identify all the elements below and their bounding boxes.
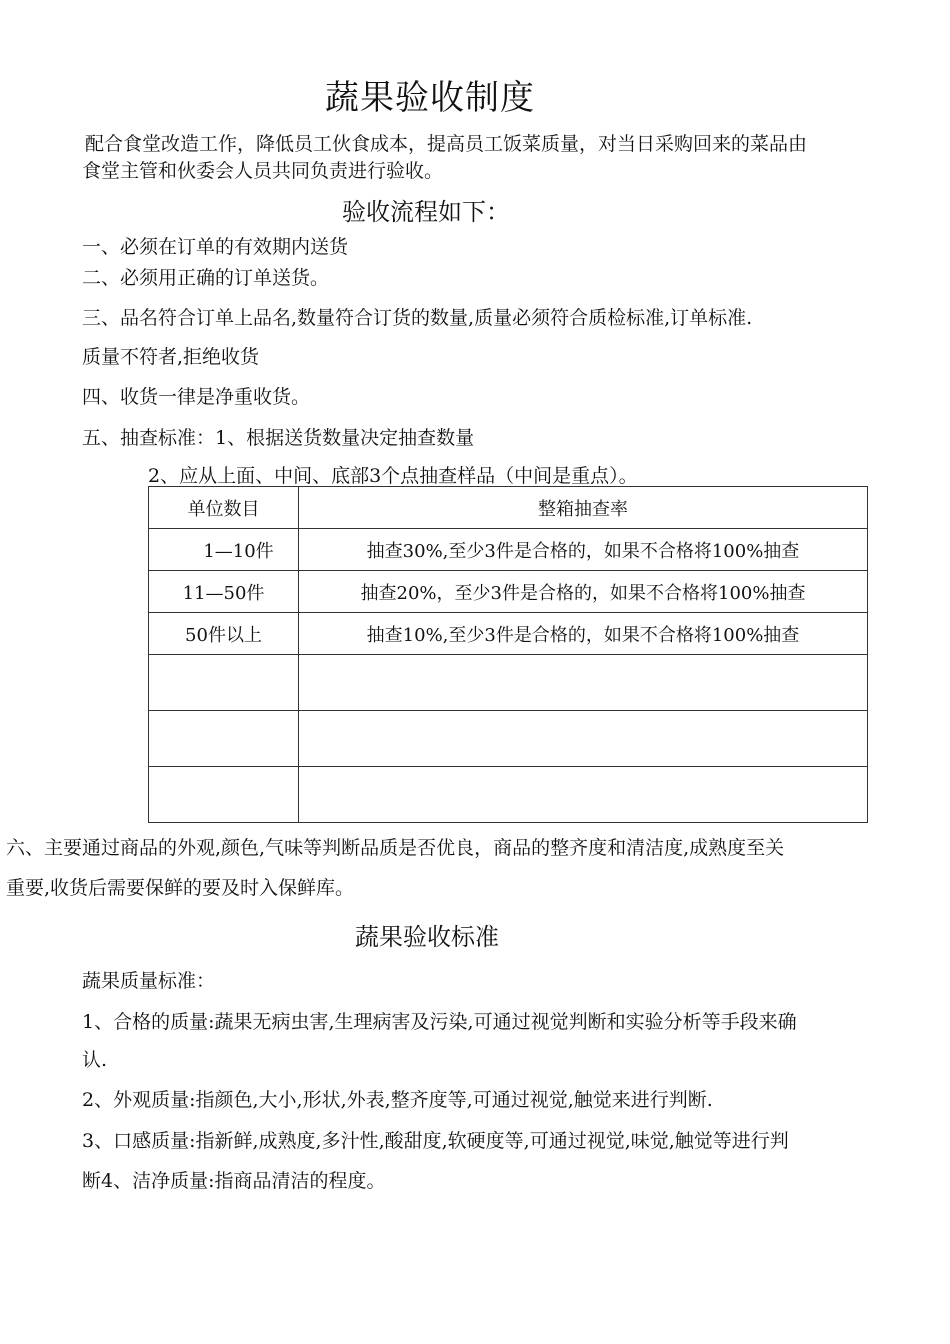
table-cell-rate: 抽查20%，至少3件是合格的，如果不合格将100%抽查 <box>299 571 868 613</box>
table-row <box>149 571 868 613</box>
standard-2: 2、外观质量:指颜色,大小,形状,外表,整齐度等,可通过视觉,触觉来进行判断. <box>82 1089 713 1111</box>
table-cell-units: 50件以上 <box>149 613 299 655</box>
table-cell-units: 1—10件 <box>149 529 299 571</box>
table-row <box>149 529 868 571</box>
standard-1-continued: 认. <box>82 1049 108 1071</box>
table-cell-empty <box>149 711 299 767</box>
table-cell-rate: 抽查30%,至少3件是合格的，如果不合格将100%抽查 <box>299 529 868 571</box>
rule-3: 三、品名符合订单上品名,数量符合订货的数量,质量必须符合质检标准,订单标准. <box>82 307 753 329</box>
rule-4: 四、收货一律是净重收货。 <box>82 386 311 408</box>
rule-6-line-2: 重要,收货后需要保鲜的要及时入保鲜库。 <box>6 877 355 899</box>
table-header-cell: 单位数目 <box>149 487 299 529</box>
intro-line-1: 配合食堂改造工作，降低员工伙食成本，提高员工饭菜质量，对当日采购回来的菜品由 <box>85 133 808 155</box>
table-cell-empty <box>149 767 299 823</box>
table-header-cell: 整箱抽查率 <box>299 487 868 529</box>
table-cell-empty <box>299 767 868 823</box>
intro-line-2: 食堂主管和伙委会人员共同负责进行验收。 <box>82 160 444 182</box>
rule-5-sub-2: 2、应从上面、中间、底部3个点抽查样品（中间是重点）。 <box>148 465 638 487</box>
table-row <box>149 613 868 655</box>
table-row-empty <box>149 655 868 711</box>
process-heading: 验收流程如下： <box>342 198 510 226</box>
table-cell-empty <box>149 655 299 711</box>
standard-4: 断4、洁净质量:指商品清洁的程度。 <box>82 1170 386 1192</box>
rule-3-continued: 质量不符者,拒绝收货 <box>82 346 260 368</box>
rule-1: 一、必须在订单的有效期内送货 <box>82 236 349 258</box>
rule-5: 五、抽查标准：1、根据送货数量决定抽查数量 <box>82 427 475 449</box>
rule-6-line-1: 六、主要通过商品的外观,颜色,气味等判断品质是否优良，商品的整齐度和清洁度,成熟度至关 <box>6 837 785 859</box>
sampling-rate-table <box>148 486 868 823</box>
table-header-row <box>149 487 868 529</box>
rule-2: 二、必须用正确的订单送货。 <box>82 267 330 289</box>
standard-1: 1、合格的质量:蔬果无病虫害,生理病害及污染,可通过视觉判断和实验分析等手段来确 <box>82 1011 797 1033</box>
table-row-empty <box>149 711 868 767</box>
standards-title: 蔬果验收标准 <box>355 923 499 951</box>
document-title: 蔬果验收制度 <box>325 78 535 118</box>
table-cell-rate: 抽查10%,至少3件是合格的，如果不合格将100%抽查 <box>299 613 868 655</box>
table-cell-empty <box>299 711 868 767</box>
quality-heading: 蔬果质量标准： <box>82 970 216 992</box>
table-cell-units: 11—50件 <box>149 571 299 613</box>
table-cell-empty <box>299 655 868 711</box>
table-row-empty <box>149 767 868 823</box>
standard-3: 3、口感质量:指新鲜,成熟度,多汁性,酸甜度,软硬度等,可通过视觉,味觉,触觉等进行判 <box>82 1130 789 1152</box>
